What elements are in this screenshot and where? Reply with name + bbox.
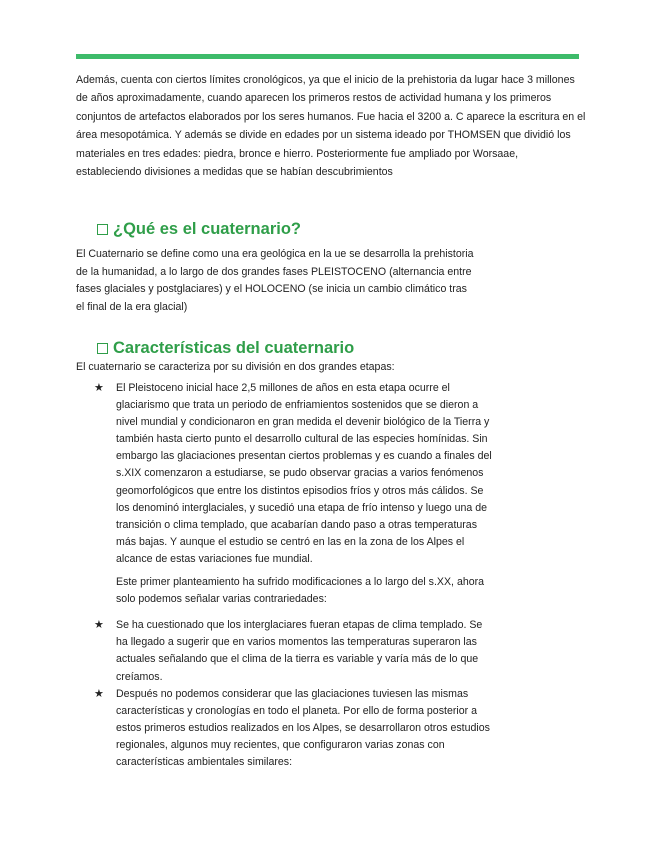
- list-item: [94, 617, 494, 685]
- checkbox-square-icon: [97, 343, 108, 354]
- section-heading-caracteristicas: [97, 337, 354, 359]
- characteristics-list: [94, 380, 494, 771]
- caracteristicas-intro-paragraph: El cuaternario se caracteriza por su división en dos grandes etapas:: [76, 361, 395, 373]
- star-bullet-icon: ★: [94, 687, 104, 700]
- list-item: [94, 380, 494, 608]
- list-item: [94, 686, 494, 771]
- star-bullet-icon: ★: [94, 382, 104, 394]
- list-item-text: Se ha cuestionado que los interglaciares fueran etapas de clima templado. Se ha llegado a sugerir que en varios momentos las temperaturas superaron las actuales señalando que el clima de la tierra es variable y varía más de lo que creíamos.: [116, 619, 483, 683]
- list-item-text: El Pleistoceno inicial hace 2,5 millones de años en esta etapa ocurre el glaciarismo que trata un periodo de enfriamientos sostenidos que se dieron a nivel mundial y condicionaron en gran medida el devenir biológico de la Tierra y también hasta cierto punto el desarrollo cultural de las especies homínidas. Sin embargo las glaciaciones presentan ciertos problemas y es cuando a finales del s.XIX comenzaron a estudiarse, se pudo observar gracias a varios fenómenos geomorfológicos que entre los distintos episodios fríos y otros más cálidos. Se los denominó interglaciales, y sucedió una etapa de frío intenso y luego una de transición o clima templado, que acabarían dando paso a otras temperaturas más bajas. Y aunque el estudio se centró en las en la zona de los Alpes el alcance de estas variaciones fue mundial.: [116, 382, 492, 565]
- star-bullet-icon: ★: [94, 619, 104, 632]
- section-heading-text: ¿Qué es el cuaternario?: [113, 220, 301, 238]
- section-heading-cuaternario: [97, 218, 301, 240]
- list-item-text: Después no podemos considerar que las glaciaciones tuviesen las mismas características y cronologías en todo el planeta. Por ello de forma posterior a estos primeros estudios realizados en los Alpes, se desarrollaron otros estudios regionales, algunos muy recientes, que configuraron varias zonas con características ambientales similares:: [116, 687, 490, 768]
- cuaternario-definition-paragraph: El Cuaternario se define como una era geológica en la ue se desarrolla la prehistoria de la humanidad, a lo largo de dos grandes fases PLEISTOCENO (alternancia entre fases glaciales y postglaciares) y el HOLOCENO (se inicia un cambio climático tras el final de la era glacial): [76, 248, 474, 313]
- intro-paragraph: Además, cuenta con ciertos límites cronológicos, ya que el inicio de la prehistoria da lugar hace 3 millones de años aproximadamente, cuando aparecen los primeros restos de actividad humana y los primeros conjuntos de artefactos elaborados por los seres humanos. Fue hacia el 3200 a. C aparece la escritura en el área mesopotámica. Y además se divide en edades por un sistema ideado por THOMSEN que dividió los materiales en tres edades: piedra, bronce e hierro. Posteriormente fue ampliado por Worsaae, estableciendo divisiones a medidas que se habían descubrimientos: [76, 74, 586, 179]
- list-item-subparagraph: Este primer planteamiento ha sufrido modificaciones a lo largo del s.XX, ahora solo podemos señalar varias contrariedades:: [116, 576, 485, 606]
- top-divider: [76, 54, 579, 59]
- section-heading-text: Características del cuaternario: [113, 339, 355, 357]
- checkbox-square-icon: [97, 224, 108, 235]
